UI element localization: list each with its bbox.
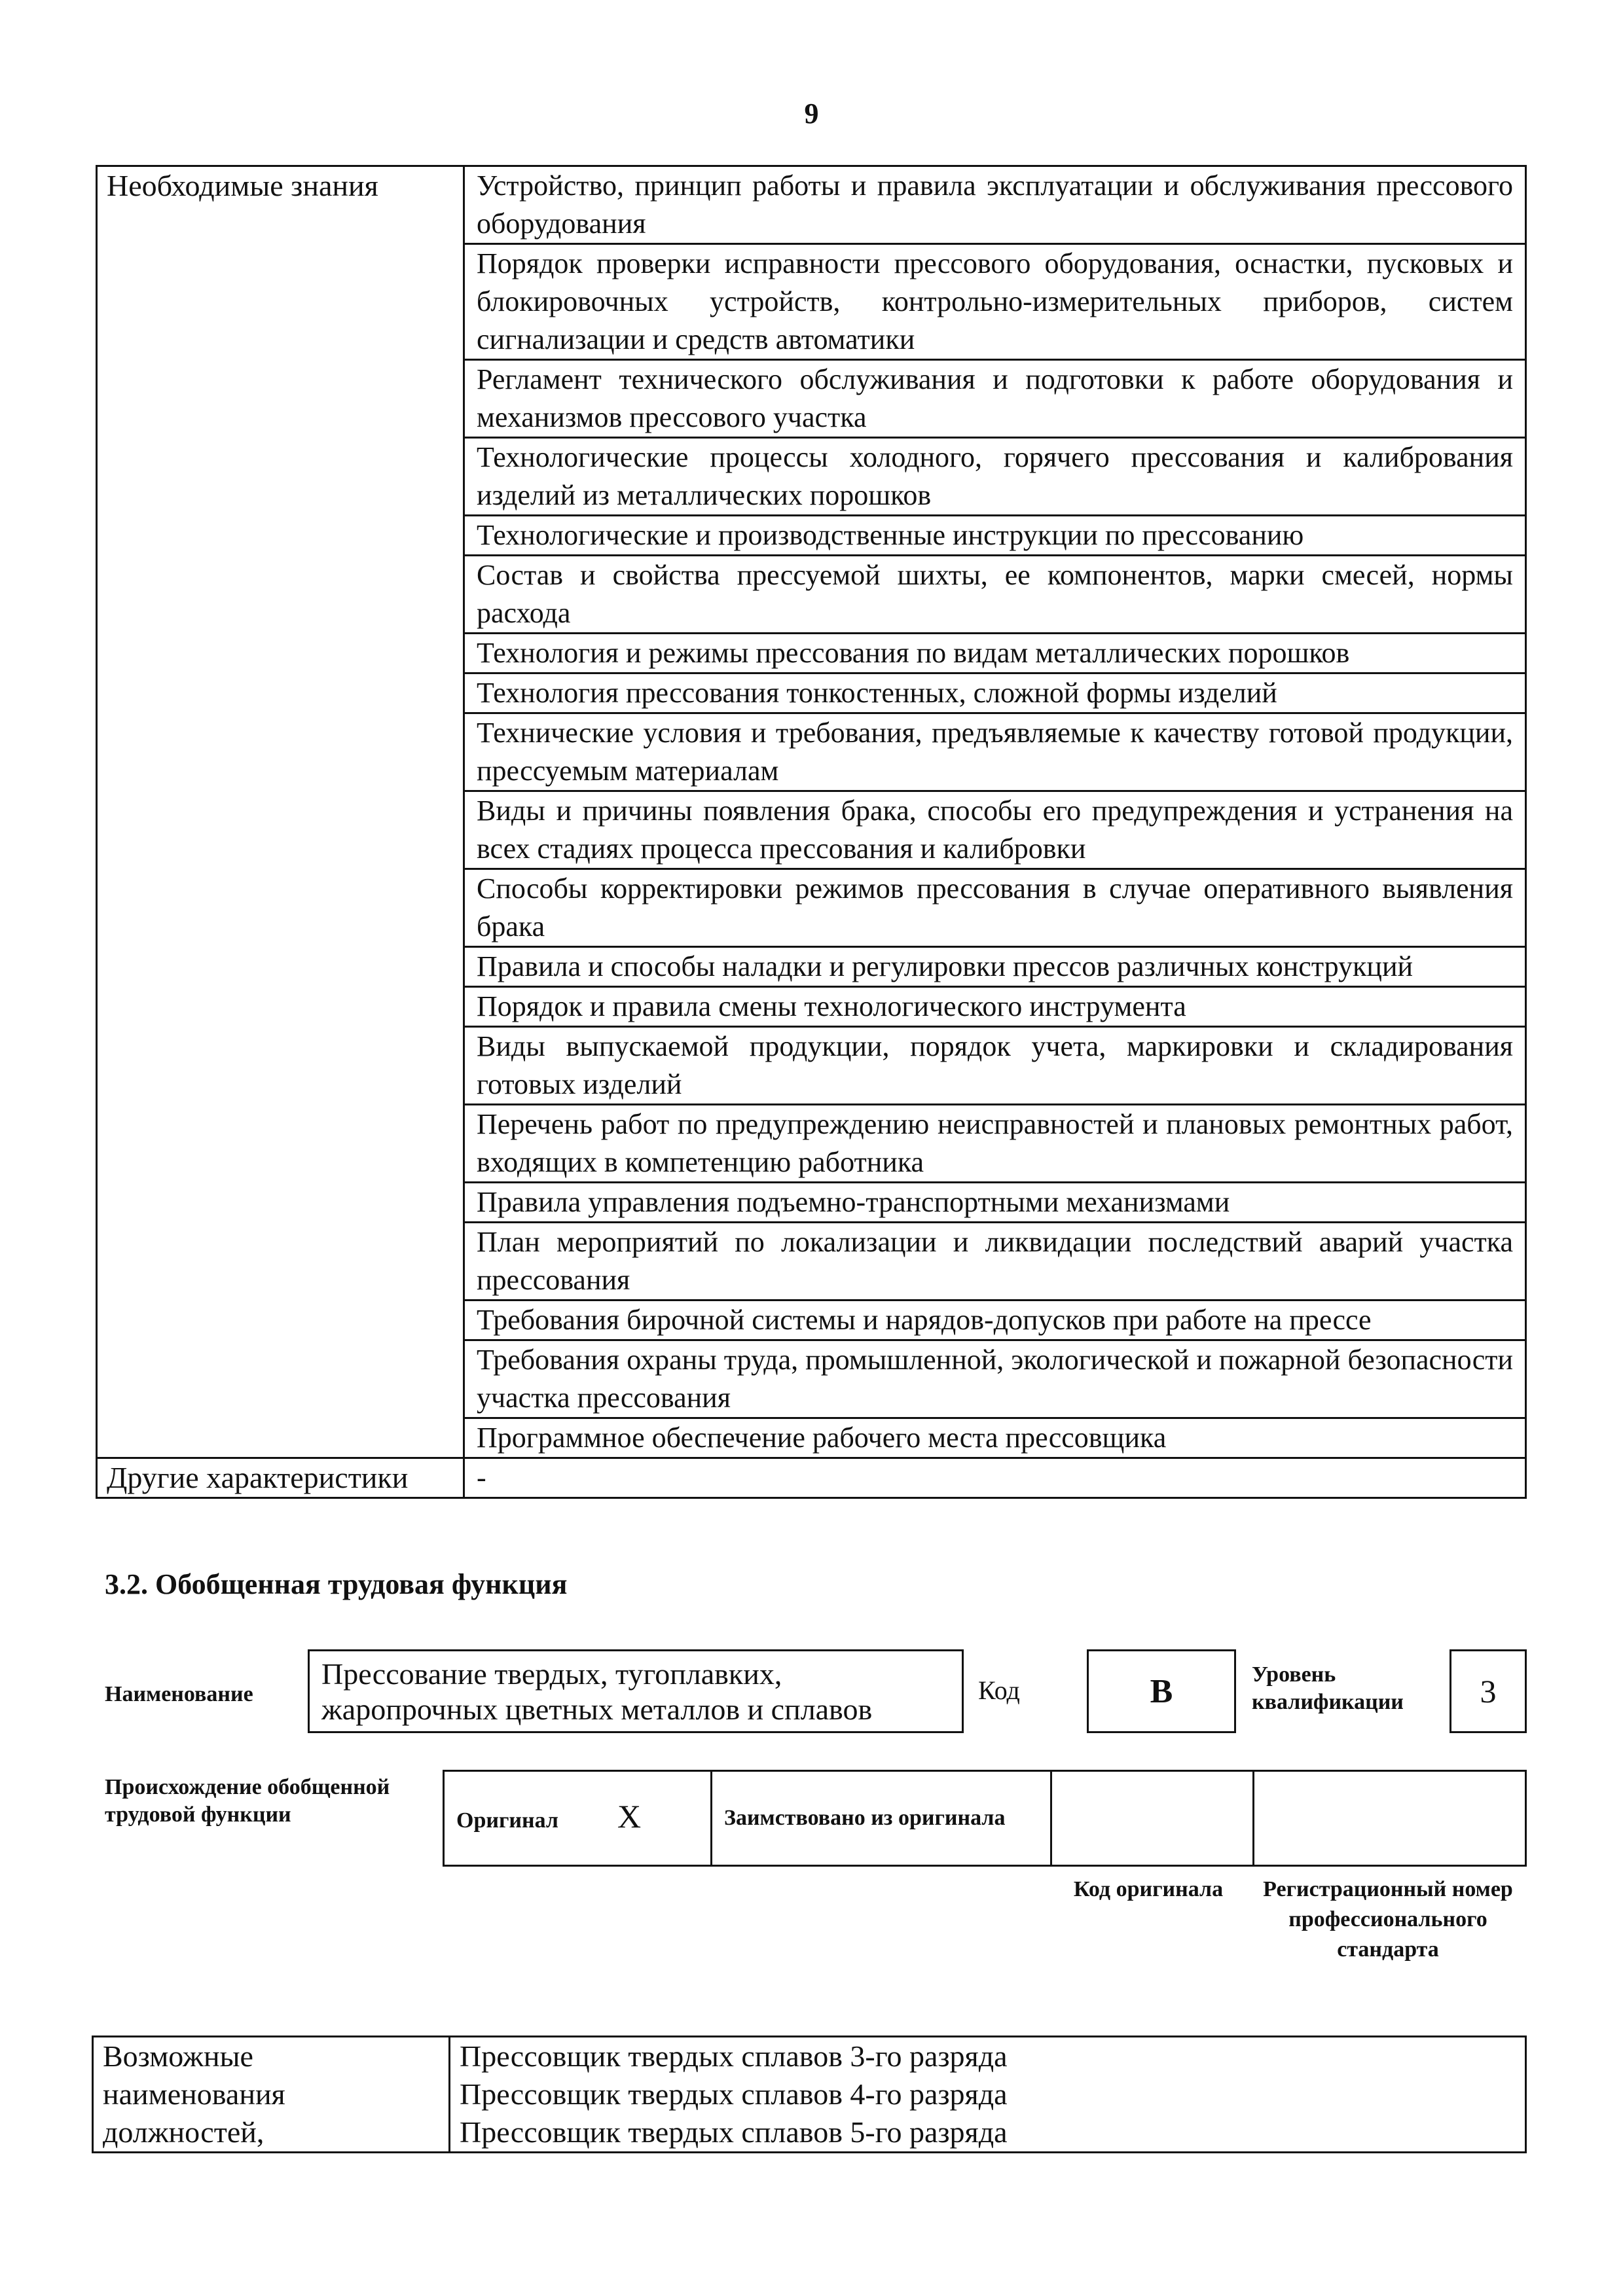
position-item: Прессовщик твердых сплавов 5-го разряда [460, 2115, 1008, 2149]
original-label: Оригинал [456, 1808, 558, 1833]
knowledge-item: Регламент технического обслуживания и подготовки к работе оборудования и механизмов прессового участка [464, 360, 1526, 438]
knowledge-item: Порядок проверки исправности прессового оборудования, оснастки, пусковых и блокировочных устройств, контрольно-измерительных приборов, систем сигнализации и средств автоматики [464, 244, 1526, 360]
other-row [97, 1458, 1526, 1498]
name-label: Наименование [105, 1682, 253, 1706]
borrowed-label: Заимствовано из оригинала [712, 1771, 1051, 1866]
level-label: Уровень квалификации [1252, 1662, 1404, 1714]
positions-label: Возможные наименования должностей, [93, 2037, 450, 2153]
knowledge-item: Технологические и производственные инструкции по прессованию [464, 516, 1526, 556]
page-number: 9 [804, 98, 819, 130]
section-heading: 3.2. Обобщенная трудовая функция [105, 1568, 568, 1600]
knowledge-item: Технология и режимы прессования по видам металлических порошков [464, 634, 1526, 673]
knowledge-item: Программное обеспечение рабочего места прессовщика [464, 1418, 1526, 1458]
position-item: Прессовщик твердых сплавов 3-го разряда [460, 2039, 1008, 2073]
code-value-box: B [1087, 1649, 1236, 1733]
other-value: - [464, 1458, 1526, 1498]
knowledge-item: Порядок и правила смены технологического инструмента [464, 987, 1526, 1027]
position-item: Прессовщик твердых сплавов 4-го разряда [460, 2077, 1008, 2111]
original-mark: X [617, 1797, 642, 1835]
knowledge-item: Правила и способы наладки и регулировки прессов различных конструкций [464, 947, 1526, 987]
knowledge-item: Технологические процессы холодного, горячего прессования и калибрования изделий из металлических порошков [464, 438, 1526, 516]
knowledge-item: План мероприятий по локализации и ликвидации последствий аварий участка прессования [464, 1223, 1526, 1300]
positions-list [450, 2037, 1526, 2153]
knowledge-item: Способы корректировки режимов прессования в случае оперативного выявления брака [464, 869, 1526, 947]
positions-table [92, 2036, 1527, 2153]
knowledge-item: Виды и причины появления брака, способы его предупреждения и устранения на всех стадиях процесса прессования и калибровки [464, 791, 1526, 869]
knowledge-item: Технические условия и требования, предъявляемые к качеству готовой продукции, прессуемым материалам [464, 713, 1526, 791]
knowledge-item: Перечень работ по предупреждению неисправностей и плановых ремонтных работ, входящих в компетенцию работника [464, 1105, 1526, 1183]
knowledge-item: Правила управления подъемно-транспортными механизмами [464, 1183, 1526, 1223]
function-name-box: Прессование твердых, тугоплавких, жаропрочных цветных металлов и сплавов [308, 1649, 964, 1733]
knowledge-item: Виды выпускаемой продукции, порядок учета, маркировки и складирования готовых изделий [464, 1027, 1526, 1105]
knowledge-item: Требования бирочной системы и нарядов-допусков при работе на прессе [464, 1300, 1526, 1340]
knowledge-item: Устройство, принцип работы и правила эксплуатации и обслуживания прессового оборудования [464, 166, 1526, 244]
knowledge-row [97, 166, 1526, 244]
caption-reg-number: Регистрационный номер профессионального стандарта [1263, 1877, 1513, 1962]
knowledge-label: Необходимые знания [97, 166, 464, 1458]
level-value-box: 3 [1450, 1649, 1527, 1733]
original-code-cell [1051, 1771, 1254, 1866]
origin-label: Происхождение обобщенной трудовой функции [105, 1775, 390, 1827]
other-label: Другие характеристики [97, 1458, 464, 1498]
knowledge-table [96, 165, 1527, 1499]
caption-original-code: Код оригинала [1073, 1877, 1224, 1901]
knowledge-item: Требования охраны труда, промышленной, экологической и пожарной безопасности участка прессования [464, 1340, 1526, 1418]
knowledge-item: Технология прессования тонкостенных, сложной формы изделий [464, 673, 1526, 713]
knowledge-item: Состав и свойства прессуемой шихты, ее компонентов, марки смесей, нормы расхода [464, 556, 1526, 634]
reg-number-cell [1254, 1771, 1526, 1866]
original-cell [444, 1771, 712, 1866]
code-label: Код [978, 1676, 1020, 1705]
origin-table [443, 1770, 1527, 1867]
